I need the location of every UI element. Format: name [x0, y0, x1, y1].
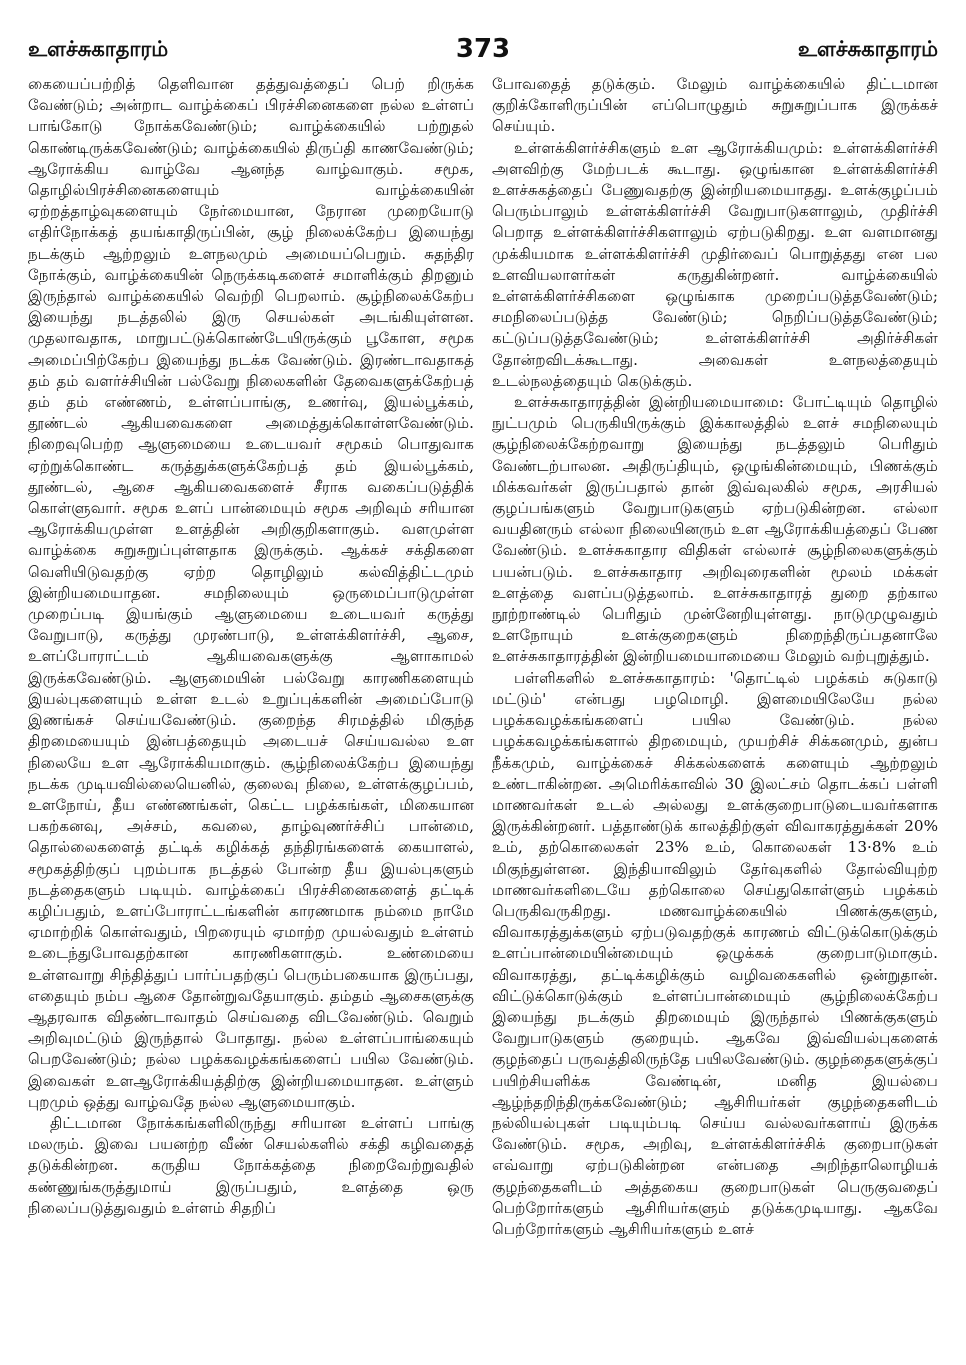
paragraph: பள்ளிகளில் உளச்சுகாதாரம்: 'தொட்டில் பழக்கம் சுடுகாடு மட்டும்' என்பது பழமொழி. இளமையிலேயே நல்ல பழக்கவழக்கங்களைப் பயில வேண்டும். நல்ல பழக்கவழக்கங்களால் திறமையும், முயற்சிச் சிக்கனமும், துன்ப நீக்கமும், வாழ்க்கைச் சிக்கல்களைக் களையும் ஆற்றலும் உண்டாகின்றன. அமெரிக்காவில் 30 இலட்சம் தொடக்கப் பள்ளி மாணவர்கள் உடல் அல்லது உளக்குறைபாடுடையவர்களாக இருக்கின்றனர். பத்தாண்டுக் காலத்திற்குள் விவாகரத்துக்கள் 20% உம், தற்கொலைகள் 23% உம், கொலைகள் 13·8% உம் மிகுந்துள்ளன. இந்தியாவிலும் தேர்வுகளில் தோல்வியுற்ற மாணவர்களிடையே தற்கொலை செய்துகொள்ளும் பழக்கம் பெருகிவருகிறது. மணவாழ்க்கையில் பிணக்குகளும், விவாகரத்துக்களும் ஏற்படுவதற்குக் காரணம் விட்டுக்கொடுக்கும் உளப்பான்மையின்மையும் ஒழுக்கக் குறைபாடுமாகும். விவாகரத்து, தட்டிக்கழிக்கும் வழிவகைகளில் ஒன்றுதான். விட்டுக்கொடுக்கும் உள்ளப்பான்மையும் சூழ்நிலைக்கேற்ப இயைந்து நடக்கும் திறமையும் இருந்தால் பிணக்குகளும் வேறுபாடுகளும் குறையும். ஆகவே இவ்வியல்புகளைக் குழந்தைப் பருவத்திலிருந்தே பயிலவேண்டும். குழந்தைகளுக்குப் பயிற்சியளிக்க வேண்டின், மனித இயல்பை ஆழ்ந்தறிந்திருக்கவேண்டும்; ஆசிரியர்கள் குழந்தைகளிடம் நல்லியல்புகள் படியும்படி செய்ய வல்லவர்களாய் இருக்க வேண்டும். சமூக, அறிவு, உள்ளக்கிளர்ச்சிக் குறைபாடுகள் எவ்வாறு ஏற்படுகின்றன என்பதை அறிந்தாலொழியக் குழந்தைகளிடம் அத்தகைய குறைபாடுகள் பெருகுவதைப் பெற்றோர்களும் ஆசிரியர்களும் தடுக்கமுடியாது. ஆகவே பெற்றோர்களும் ஆசிரியர்களும் உளச்	[492, 668, 938, 1238]
page-number: 373	[455, 34, 511, 64]
running-header	[28, 28, 938, 64]
paragraph: கையைப்பற்றித் தெளிவான தத்துவத்தைப் பெற் றிருக்க வேண்டும்; அன்றாட வாழ்க்கைப் பிரச்சினைகளை நல்ல உள்ளப் பாங்கோடு நோக்கவேண்டும்; வாழ்க்கையில் பற்றுதல் கொண்டிருக்கவேண்டும்; வாழ்க்கையில் திருப்தி காணவேண்டும்; ஆரோக்கிய வாழ்வே ஆனந்த வாழ்வாகும். சமூக, தொழில்பிரச்சினைகளையும் வாழ்க்கையின் ஏற்றத்தாழ்வுகளையும் நேர்மையான, நேரான முறையோடு எதிர்நோக்கத் தயங்காதிருப்பின், சூழ் நிலைக்கேற்ப இயைந்து நடக்கும் ஆற்றலும் உளநலமும் அமையப்பெறும். சுதந்திர நோக்கும், வாழ்க்கையின் நெருக்கடிகளைச் சமாளிக்கும் திறனும் இருந்தால் வாழ்க்கையில் வெற்றி பெறலாம். சூழ்நிலைக்கேற்ப இயைந்து நடத்தலில் இரு செயல்கள் அடங்கியுள்ளன. முதலாவதாக, மாறுபட்டுக்கொண்டேயிருக்கும் பூகோள, சமூக அமைப்பிற்கேற்ப இயைந்து நடக்க வேண்டும். இரண்டாவதாகத் தம் தம் வளர்ச்சியின் பல்வேறு நிலைகளின் தேவைகளுக்கேற்பத் தம் தம் எண்ணம், உள்ளப்பாங்கு, உணர்வு, இயல்பூக்கம், தூண்டல் ஆகியவைகளை அமைத்துக்கொள்ளவேண்டும். நிறைவுபெற்ற ஆளுமையை உடையவர் சமூகம் பொதுவாக ஏற்றுக்கொண்ட கருத்துக்களுக்கேற்பத் தம் இயல்பூக்கம், தூண்டல், ஆசை ஆகியவைகளைச் சீராக வகைப்படுத்திக் கொள்ளுவார். சமூக உளப் பான்மையும் சமூக அறிவும் சரியான ஆரோக்கியமுள்ள உளத்தின் அறிகுறிகளாகும். வளமுள்ள வாழ்க்கை சுறுசுறுப்புள்ளதாக இருக்கும். ஆக்கச் சக்திகளை வெளியிடுவதற்கு ஏற்ற தொழிலும் கல்வித்திட்டமும் இன்றியமையாதன. சமநிலையும் ஒருமைப்பாடுமுள்ள முறைப்படி இயங்கும் ஆளுமையை உடையவர் கருத்து வேறுபாடு, கருத்து முரண்பாடு, உள்ளக்கிளர்ச்சி, ஆசை, உளப்போராட்டம் ஆகியவைகளுக்கு ஆளாகாமல் இருக்கவேண்டும். ஆளுமையின் பல்வேறு காரணிகளையும் இயல்புகளையும் உள்ள உடல் உறுப்புக்களின் அமைப்போடு இணங்கச் செய்யவேண்டும். குறைந்த சிரமத்தில் மிகுந்த திறமையையும் இன்பத்தையும் அடையச் செய்யவல்ல உள நிலையே உள ஆரோக்கியமாகும். சூழ்நிலைக்கேற்ப இயைந்து நடக்க முடியவில்லையெனில், குலைவு நிலை, உள்ளக்குழப்பம், உளநோய், தீய எண்ணங்கள், கெட்ட பழக்கங்கள், மிகையான பகற்கனவு, அச்சம், கவலை, தாழ்வுணர்ச்சிப் பான்மை, தொல்லைகளைத் தட்டிக் கழிக்கத் தந்திரங்களைக் கையாளல், சமூகத்திற்குப் புறம்பாக நடத்தல் போன்ற தீய இயல்புகளும் நடத்தைகளும் படியும். வாழ்க்கைப் பிரச்சினைகளைத் தட்டிக் கழிப்பதும், உளப்போராட்டங்களின் காரணமாக நம்மை நாமே ஏமாற்றிக் கொள்வதும், பிறரையும் ஏமாற்ற முயல்வதும் உள்ளம் உடைந்துபோவதற்கான காரணிகளாகும். உண்மையை உள்ளவாறு சிந்தித்துப் பார்ப்பதற்குப் பெரும்பகையாக இருப்பது, எதையும் நம்ப ஆசை தோன்றுவதேயாகும். தம்தம் ஆசைகளுக்கு ஆதரவாக விதண்டாவாதம் செய்வதை விடவேண்டும். வெறும் அறிவுமட்டும் இருந்தால் போதாது. நல்ல உள்ளப்பாங்கையும் பெறவேண்டும்; நல்ல பழக்கவழக்கங்களைப் பயில வேண்டும். இவைகள் உளஆரோக்கியத்திற்கு இன்றியமையாதன. உள்ளும் புறமும் ஒத்து வாழ்வதே நல்ல ஆளுமையாகும்.	[28, 75, 474, 1111]
left-column	[28, 74, 474, 1344]
text-columns	[28, 74, 938, 1344]
right-column	[492, 74, 938, 1344]
running-head-right: உளச்சுகாதாரம்	[797, 37, 938, 61]
paragraph: போவதைத் தடுக்கும். மேலும் வாழ்க்கையில் திட்டமான குறிக்கோளிருப்பின் எப்பொழுதும் சுறுசுறுப்பாக இருக்கச் செய்யும்.	[492, 75, 938, 136]
paragraph: உள்ளக்கிளர்ச்சிகளும் உள ஆரோக்கியமும்: உள்ளக்கிளர்ச்சி அளவிற்கு மேற்படக் கூடாது. ஒழுங்கான உள்ளக்கிளர்ச்சி உளச்சுகத்தைப் பேணுவதற்கு இன்றியமையாதது. உளக்குழப்பம் பெரும்பாலும் உள்ளக்கிளர்ச்சி வேறுபாடுகளாலும், முதிர்ச்சி பெறாத உள்ளக்கிளர்ச்சிகளாலும் ஏற்படுகிறது. உள வளமானது முக்கியமாக உள்ளக்கிளர்ச்சி முதிர்வைப் பொறுத்தது என பல உளவியலாளர்கள் கருதுகின்றனர். வாழ்க்கையில் உள்ளக்கிளர்ச்சிகளை ஒழுங்காக முறைப்படுத்தவேண்டும்; சமநிலைப்படுத்த வேண்டும்; நெறிப்படுத்தவேண்டும்; கட்டுப்படுத்தவேண்டும்; உள்ளக்கிளர்ச்சி அதிர்ச்சிகள் தோன்றவிடக்கூடாது. அவைகள் உளநலத்தையும் உடல்நலத்தையும் கெடுக்கும்.	[492, 138, 938, 390]
paragraph: திட்டமான நோக்கங்களிலிருந்து சரியான உள்ளப் பாங்கு மலரும். இவை பயனற்ற வீண் செயல்களில் சக்தி கழிவதைத் தடுக்கின்றன. கருதிய நோக்கத்தை நிறைவேற்றுவதில் கண்ணுங்கருத்துமாய் இருப்பதும், உளத்தை ஒரு நிலைப்படுத்துவதும் உள்ளம் சிதறிப்	[28, 1113, 474, 1217]
running-head-left: உளச்சுகாதாரம்	[28, 37, 169, 61]
paragraph: உளச்சுகாதாரத்தின் இன்றியமையாமை: போட்டியும் தொழில் நுட்பமும் பெருகியிருக்கும் இக்காலத்தில் உளச் சமநிலையும் சூழ்நிலைக்கேற்றவாறு இயைந்து நடத்தலும் பெரிதும் வேண்டற்பாலன. அதிருப்தியும், ஒழுங்கின்மையும், பிணக்கும் மிக்கவர்கள் இருப்பதால் தான் இவ்வுலகில் சமூக, அரசியல் குழப்பங்களும் வேறுபாடுகளும் ஏற்படுகின்றன. எல்லா வயதினரும் எல்லா நிலையினரும் உள ஆரோக்கியத்தைப் பேண வேண்டும். உளச்சுகாதார விதிகள் எல்லாச் சூழ்நிலைகளுக்கும் பயன்படும். உளச்சுகாதார அறிவுரைகளின் மூலம் மக்கள் உளத்தை வளப்படுத்தலாம். உளச்சுகாதாரத் துறை தற்கால நூற்றாண்டில் பெரிதும் முன்னேறியுள்ளது. நாடுமுழுவதும் உளநோயும் உளக்குறைகளும் நிறைந்திருப்பதனாலே உளச்சுகாதாரத்தின் இன்றியமையாமையை மேலும் வற்புறுத்தும்.	[492, 393, 938, 666]
